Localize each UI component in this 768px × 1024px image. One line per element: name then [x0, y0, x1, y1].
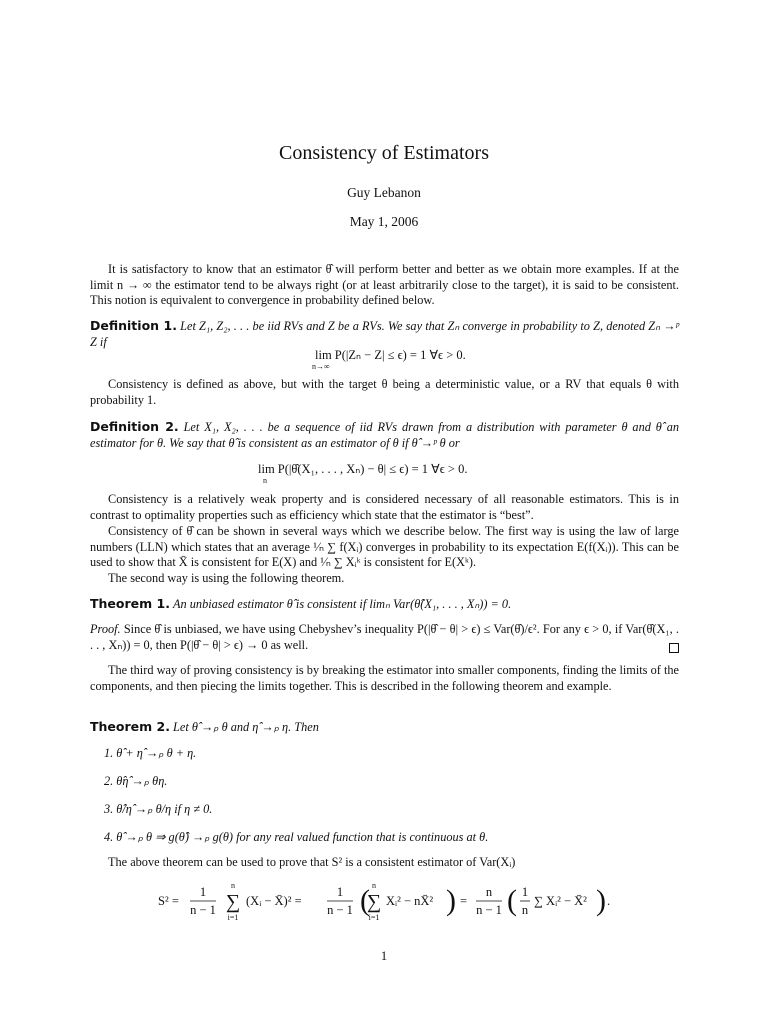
page-number: 1 — [380, 949, 388, 963]
qed-box — [669, 643, 679, 653]
eq-frac2-den: n − 1 — [327, 903, 353, 917]
definition-1-equation — [315, 347, 466, 363]
eq-sum2-bot: i=1 — [368, 913, 380, 922]
definition-2-equation — [258, 461, 467, 477]
eq-frac3-den: n − 1 — [476, 903, 502, 917]
theorem-2-item-4: 4. θ̂ →ₚ θ ⇒ g(θ̂) →ₚ g(θ) for any real valued function that is continuous at θ. — [104, 830, 489, 844]
paragraph-second-way: The second way is using the following theorem. — [108, 571, 345, 585]
s-squared-equation — [150, 876, 630, 928]
definition-2-equation-text: lim P(|θ̂(X₁, . . . , Xₙ) − θ| ≤ ϵ) = 1 ∀ϵ > 0. — [258, 462, 468, 476]
eq-frac4-den: n — [521, 903, 529, 917]
date: May 1, 2006 — [349, 214, 419, 229]
eq-paren-open-2: ( — [507, 884, 517, 917]
theorem-2-item-1: 1. θ̂ + η̂ →ₚ θ + η. — [104, 746, 197, 760]
eq-sum1-bot: i=1 — [227, 913, 239, 922]
definition-2-text: Let X₁, X₂, . . . be a sequence of iid RVs drawn from a distribution with parameter θ and θ̂ an estimator for θ. We say that θ̂ is consistent as an estimator of θ if θ̂ →ᵖ θ or — [90, 420, 679, 450]
definition-1-equation-text: lim P(|Zₙ − Z| ≤ ϵ) = 1 ∀ϵ > 0. — [315, 348, 466, 362]
theorem-2-label: Theorem 2. — [90, 719, 170, 734]
eq-sum1-sigma: ∑ — [225, 891, 241, 913]
definition-2-label: Definition 2. — [90, 419, 179, 434]
paragraph-lln: Consistency of θ̂ can be shown in several ways which we describe below. The first way is using the law of large numbers (LLN) which states that an average ¹⁄ₙ ∑ f(Xᵢ) converges in probability to its expectation E(f(Xᵢ)). This can be used to show that X̄ is consistent for E(X) and ¹⁄ₙ ∑ Xᵢᵏ is consistent for E(Xᵏ). — [90, 524, 679, 569]
eq-frac4-num: 1 — [521, 885, 529, 899]
eq-equals: = — [460, 894, 468, 908]
author: Guy Lebanon — [347, 185, 421, 200]
proof — [90, 622, 679, 653]
eq-sum2-top: n — [372, 881, 376, 890]
paragraph-weak-property: Consistency is a relatively weak property and is considered necessary of all reasonable estimators. This is in contrast to optimality properties such as efficiency which state that the estimator is “best”. — [90, 492, 679, 522]
definition-1-text: Let Z₁, Z₂, . . . be iid RVs and Z be a RVs. We say that Zₙ converge in probability to Z, denoted Zₙ →ᵖ Z if — [90, 319, 680, 349]
eq-lhs: S² = — [158, 894, 179, 908]
eq-frac2-num: 1 — [336, 885, 344, 899]
definition-2-lim-subscript: n — [263, 476, 267, 485]
eq-term2: Xᵢ² − nX̄² — [386, 894, 434, 908]
eq-sum2-sigma: ∑ — [366, 891, 382, 913]
proof-text: Since θ̂ is unbiased, we have using Chebyshev’s inequality P(|θ̂ − θ| > ϵ) ≤ Var(θ̂)/ϵ². For any ϵ > 0, if Var(θ̂(X₁, . . . , Xₙ)) = 0, then P(|θ̂ − θ| > ϵ) → 0 as well. — [90, 622, 679, 652]
eq-term3: ∑ Xᵢ² − X̄² — [534, 894, 587, 908]
definition-1-label: Definition 1. — [90, 318, 177, 333]
paragraph-after-def1: Consistency is defined as above, but with the target θ being a deterministic value, or a RV that equals θ with probability 1. — [90, 377, 679, 407]
eq-end: . — [607, 894, 611, 908]
eq-frac1-num: 1 — [199, 885, 207, 899]
eq-paren-close-2: ) — [596, 884, 606, 917]
eq-paren-close-1: ) — [446, 884, 456, 917]
theorem-1-label: Theorem 1. — [90, 596, 170, 611]
eq-term1: (Xᵢ − X̄)² = — [246, 894, 302, 908]
definition-1-lim-subscript: n→∞ — [312, 362, 330, 371]
theorem-1-text: An unbiased estimator θ̂ is consistent if limₙ Var(θ̂(X₁, . . . , Xₙ)) = 0. — [173, 597, 512, 611]
definition-1 — [90, 318, 679, 350]
theorem-2-text: Let θ̂ →ₚ θ and η̂ →ₚ η. Then — [173, 720, 319, 734]
paragraph-final: The above theorem can be used to prove that S² is a consistent estimator of Var(Xᵢ) — [108, 855, 516, 869]
theorem-2 — [90, 719, 679, 736]
eq-paren-open-1: ( — [360, 884, 370, 917]
eq-sum1-top: n — [231, 881, 235, 890]
theorem-2-item-3: 3. θ̂/η̂ →ₚ θ/η if η ≠ 0. — [104, 802, 213, 816]
proof-label: Proof. — [90, 622, 121, 636]
paragraph-third-way: The third way of proving consistency is by breaking the estimator into smaller components, finding the limits of the components, and then piecing the limits together. This is described in the following theorem and example. — [90, 663, 679, 693]
eq-frac1-den: n − 1 — [190, 903, 216, 917]
theorem-1 — [90, 596, 679, 613]
eq-frac3-num: n — [485, 885, 493, 899]
theorem-2-item-2: 2. θ̂η̂ →ₚ θη. — [104, 774, 168, 788]
intro-paragraph: It is satisfactory to know that an estimator θ̂ will perform better and better as we obtain more examples. If at the limit n → ∞ the estimator tend to be always right (or at least arbitrarily close to the target), it is said to be consistent. This notion is equivalent to convergence in probability defined below. — [90, 262, 679, 307]
definition-2 — [90, 419, 679, 451]
page-title: Consistency of Estimators — [279, 142, 489, 164]
